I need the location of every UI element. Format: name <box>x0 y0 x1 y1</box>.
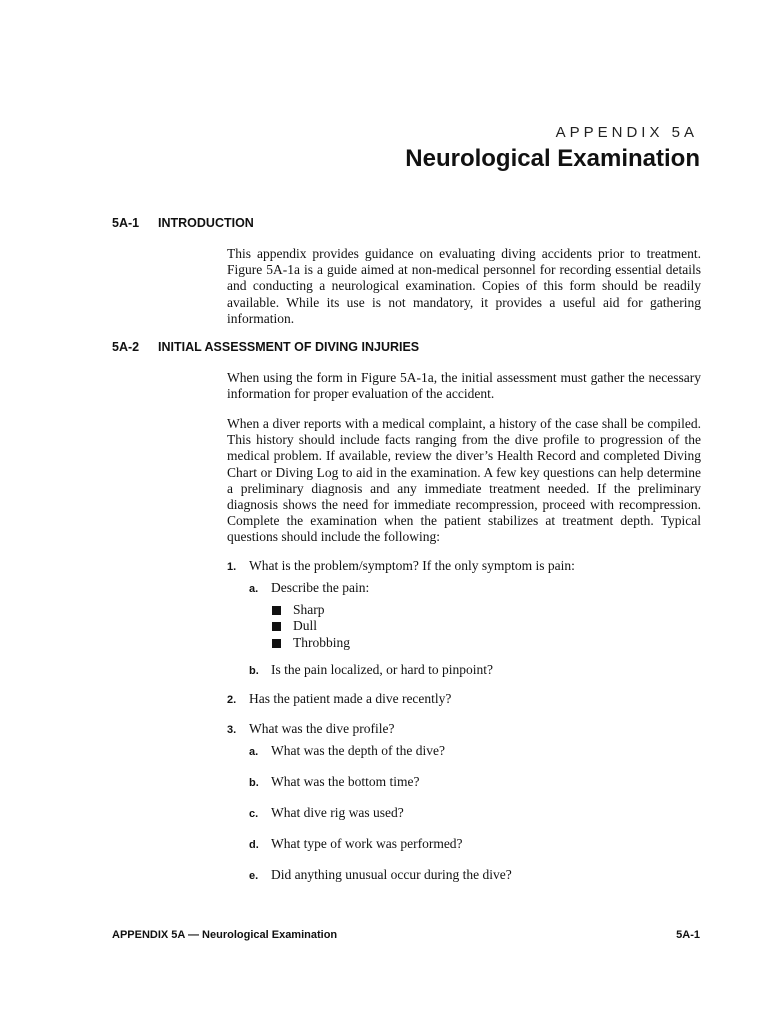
section-heading-initial-assessment <box>112 340 419 354</box>
bullet-text: Sharp <box>293 602 325 617</box>
question-3c <box>249 805 404 821</box>
question-text: Has the patient made a dive recently? <box>249 691 452 706</box>
question-3b <box>249 774 419 790</box>
assessment-paragraph-1: When using the form in Figure 5A-1a, the initial assessment must gather the necessary information for proper evaluation of the accident. <box>227 370 701 402</box>
page-number: 5A-1 <box>676 929 700 941</box>
bullet-text: Throbbing <box>293 635 350 650</box>
intro-paragraph: This appendix provides guidance on evaluating diving accidents prior to treatment. Figure 5A-1a is a guide aimed at non-medical personnel for recording essential details and conducting a neurological examination. Copies of this form should be readily available. While its use is not mandatory, it provides a useful aid for gathering information. <box>227 246 701 326</box>
section-heading-introduction <box>112 216 254 230</box>
question-3a <box>249 743 445 759</box>
section-title: INITIAL ASSESSMENT OF DIVING INJURIES <box>158 340 420 354</box>
page-title: Neurological Examination <box>405 145 700 172</box>
footer-title: APPENDIX 5A — Neurological Examination <box>112 929 338 941</box>
question-1a <box>249 580 369 596</box>
question-2 <box>227 691 451 707</box>
question-3d <box>249 836 463 852</box>
question-3e <box>249 867 512 883</box>
list-marker: b. <box>249 777 259 789</box>
square-bullet-icon <box>272 639 281 648</box>
square-bullet-icon <box>272 622 281 631</box>
question-text: What type of work was performed? <box>271 836 463 851</box>
bullet-text: Dull <box>293 618 318 633</box>
question-text: Did anything unusual occur during the dive? <box>271 867 512 882</box>
section-title: INTRODUCTION <box>158 216 254 230</box>
question-3 <box>227 721 394 737</box>
question-text: What dive rig was used? <box>271 805 404 820</box>
list-item-sharp <box>272 602 325 618</box>
list-marker: d. <box>249 839 259 851</box>
square-bullet-icon <box>272 606 281 615</box>
list-marker: a. <box>249 746 259 758</box>
list-marker: 1. <box>227 561 237 573</box>
list-marker: a. <box>249 583 259 595</box>
question-text: What is the problem/symptom? If the only symptom is pain: <box>249 558 575 573</box>
question-text: What was the bottom time? <box>271 774 420 789</box>
question-1 <box>227 558 575 574</box>
question-text: What was the dive profile? <box>249 721 395 736</box>
question-text: Is the pain localized, or hard to pinpoint? <box>271 662 493 677</box>
list-marker: c. <box>249 808 259 820</box>
page-footer <box>112 929 700 941</box>
section-number: 5A-2 <box>112 340 140 354</box>
list-item-dull <box>272 618 317 634</box>
question-text: Describe the pain: <box>271 580 370 595</box>
list-marker: 2. <box>227 694 237 706</box>
appendix-label: APPENDIX 5A <box>555 124 698 141</box>
list-item-throbbing <box>272 635 350 651</box>
list-marker: e. <box>249 870 259 882</box>
section-number: 5A-1 <box>112 216 140 230</box>
list-marker: 3. <box>227 724 237 736</box>
question-text: What was the depth of the dive? <box>271 743 445 758</box>
question-1b <box>249 662 493 678</box>
assessment-paragraph-2: When a diver reports with a medical complaint, a history of the case shall be compiled. This history should include facts ranging from the dive profile to progression of the medical problem. If available, review the diver’s Health Record and completed Diving Chart or Diving Log to aid in the examination. A few key questions can help determine a preliminary diagnosis and any immediate treatment needed. If the preliminary diagnosis shows the need for immediate recompression, proceed with recompression. Complete the examination when the patient stabilizes at treatment depth. Typical questions should include the following: <box>227 416 701 545</box>
list-marker: b. <box>249 665 259 677</box>
